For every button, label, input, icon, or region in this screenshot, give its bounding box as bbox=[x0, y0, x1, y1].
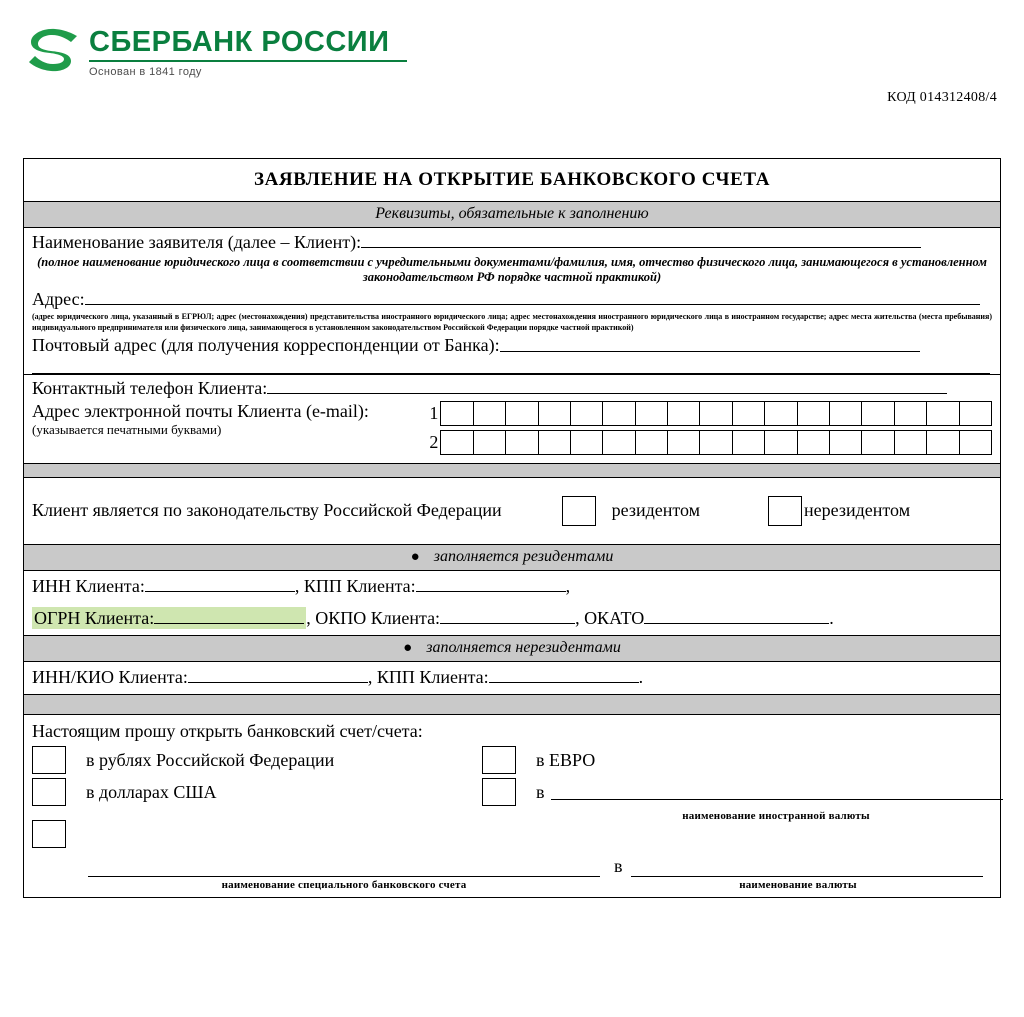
email-sub-label: (указывается печатными буквами) bbox=[32, 421, 222, 437]
ogrn-okpo-okato-row bbox=[24, 601, 1000, 636]
email-cell[interactable] bbox=[926, 430, 959, 455]
email-cell[interactable] bbox=[602, 430, 635, 455]
rub-label: в рублях Российской Федерации bbox=[86, 749, 335, 770]
email-cell[interactable] bbox=[894, 430, 927, 455]
currency-option-other[interactable] bbox=[482, 778, 1024, 806]
email-cell[interactable] bbox=[570, 430, 603, 455]
page-header bbox=[0, 0, 1024, 120]
open-accounts-label: Настоящим прошу открыть банковский счет/счета: bbox=[32, 721, 423, 742]
contacts-row bbox=[24, 375, 1000, 464]
okato-tail: . bbox=[829, 607, 834, 628]
resident-checkbox[interactable] bbox=[562, 496, 596, 526]
email-cell[interactable] bbox=[505, 430, 538, 455]
bullet-icon: ● bbox=[403, 639, 413, 656]
section-nonresident-header bbox=[24, 636, 1000, 662]
kpp-tail: , bbox=[565, 575, 571, 596]
address-note: (адрес юридического лица, указанный в ЕГРЮЛ; адрес (местонахождения) представительства иностранного юридического лица; адрес местонахождения иностранного юридического лица в иностранном государстве; адрес места жительства (места пребывания) индивидуального предпринимателя или физического лица, занимающегося в установленном законодательством Российской Федерации порядке частной практикой) bbox=[32, 312, 992, 333]
email-cell[interactable] bbox=[440, 430, 473, 455]
application-form bbox=[23, 158, 1001, 898]
section-resident-header bbox=[24, 545, 1000, 571]
email-cell[interactable] bbox=[926, 401, 959, 426]
email-row-2-cells[interactable] bbox=[440, 430, 992, 455]
email-cell[interactable] bbox=[602, 401, 635, 426]
resident-label: резидентом bbox=[611, 500, 701, 521]
kpp-input[interactable] bbox=[416, 574, 566, 592]
email-block bbox=[24, 399, 1000, 463]
email-cell[interactable] bbox=[861, 430, 894, 455]
spacer-band-2 bbox=[24, 695, 1000, 715]
postal-address-input-line2[interactable] bbox=[32, 359, 990, 374]
address-row bbox=[24, 289, 1000, 335]
sberbank-logo bbox=[27, 26, 407, 78]
logo-divider bbox=[89, 60, 407, 62]
email-cell[interactable] bbox=[473, 401, 506, 426]
okato-label: , ОКАТО bbox=[575, 607, 645, 628]
bank-tagline: Основан в 1841 году bbox=[89, 66, 202, 78]
other-currency-prefix: в bbox=[536, 781, 545, 802]
inn-kio-label: ИНН/КИО Клиента: bbox=[32, 667, 188, 688]
inn-kpp-row bbox=[24, 571, 1000, 601]
applicant-name-label: Наименование заявителя (далее – Клиент): bbox=[32, 232, 362, 253]
email-cell[interactable] bbox=[667, 430, 700, 455]
email-cell[interactable] bbox=[959, 401, 992, 426]
currency-options-right bbox=[482, 746, 1024, 822]
email-cell[interactable] bbox=[861, 401, 894, 426]
kpp-label: , КПП Клиента: bbox=[294, 575, 416, 596]
email-row-1-cells[interactable] bbox=[440, 401, 992, 426]
eur-checkbox[interactable] bbox=[482, 746, 516, 774]
phone-label: Контактный телефон Клиента: bbox=[32, 377, 268, 398]
email-label: Адрес электронной почты Клиента (e-mail): bbox=[32, 400, 369, 421]
email-row-2 bbox=[424, 430, 992, 455]
inn-kio-row bbox=[24, 662, 1000, 695]
usd-label: в долларах США bbox=[86, 781, 217, 802]
postal-address-row bbox=[24, 335, 1000, 374]
ogrn-highlight bbox=[32, 607, 306, 629]
email-cell[interactable] bbox=[538, 430, 571, 455]
applicant-name-row bbox=[24, 228, 1000, 289]
postal-address-label: Почтовый адрес (для получения корреспонденции от Банка): bbox=[32, 335, 500, 356]
other-currency-input[interactable] bbox=[551, 784, 1003, 800]
okato-input[interactable] bbox=[644, 606, 829, 624]
section-required-header: Реквизиты, обязательные к заполнению bbox=[24, 202, 1000, 228]
inn-input[interactable] bbox=[145, 574, 295, 592]
usd-checkbox[interactable] bbox=[32, 778, 66, 806]
email-cell[interactable] bbox=[699, 430, 732, 455]
section-resident-label: заполняется резидентами bbox=[433, 547, 614, 565]
address-label: Адрес: bbox=[32, 289, 85, 310]
special-account-row bbox=[24, 856, 1000, 897]
email-row-1 bbox=[424, 401, 992, 426]
document-code: КОД 014312408/4 bbox=[887, 90, 997, 105]
kpp2-tail: . bbox=[638, 667, 644, 688]
nonresident-label: нерезидентом bbox=[804, 500, 911, 521]
special-currency-prefix: в bbox=[614, 856, 623, 877]
email-cell[interactable] bbox=[732, 401, 765, 426]
special-account-input[interactable] bbox=[88, 861, 600, 877]
email-grids bbox=[424, 401, 992, 459]
open-accounts-section bbox=[24, 715, 1000, 897]
section-nonresident-label: заполняется нерезидентами bbox=[426, 638, 621, 656]
email-cell[interactable] bbox=[797, 430, 830, 455]
email-cell[interactable] bbox=[570, 401, 603, 426]
email-row-2-number: 2 bbox=[429, 431, 439, 452]
okpo-input[interactable] bbox=[440, 606, 575, 624]
currency-option-eur[interactable] bbox=[482, 746, 1024, 774]
applicant-name-input[interactable] bbox=[361, 232, 921, 248]
special-currency-caption: наименование валюты bbox=[739, 879, 857, 892]
postal-address-input[interactable] bbox=[500, 335, 920, 351]
kpp2-label: , КПП Клиента: bbox=[367, 667, 489, 688]
email-cell[interactable] bbox=[764, 401, 797, 426]
email-cell[interactable] bbox=[538, 401, 571, 426]
email-cell[interactable] bbox=[764, 430, 797, 455]
ogrn-input[interactable] bbox=[154, 606, 304, 624]
eur-label: в ЕВРО bbox=[536, 749, 596, 770]
email-cell[interactable] bbox=[829, 430, 862, 455]
inn-kio-input[interactable] bbox=[188, 665, 368, 683]
email-cell[interactable] bbox=[732, 430, 765, 455]
form-title: ЗАЯВЛЕНИЕ НА ОТКРЫТИЕ БАНКОВСКОГО СЧЕТА bbox=[24, 159, 1000, 202]
nonresident-checkbox[interactable] bbox=[768, 496, 802, 526]
email-cell[interactable] bbox=[797, 401, 830, 426]
inn-label: ИНН Клиента: bbox=[32, 575, 145, 596]
email-labels bbox=[32, 401, 424, 438]
residency-row bbox=[24, 478, 1000, 545]
special-account-caption: наименование специального банковского счета bbox=[221, 879, 467, 892]
phone-input[interactable] bbox=[267, 378, 947, 394]
email-cell[interactable] bbox=[959, 430, 992, 455]
currency-option-special[interactable] bbox=[32, 820, 992, 848]
sberbank-logo-text bbox=[89, 26, 407, 78]
other-currency-checkbox[interactable] bbox=[482, 778, 516, 806]
email-cell[interactable] bbox=[635, 401, 668, 426]
ogrn-label: ОГРН Клиента: bbox=[34, 607, 155, 628]
email-cell[interactable] bbox=[894, 401, 927, 426]
rub-checkbox[interactable] bbox=[32, 746, 66, 774]
bullet-icon: ● bbox=[410, 548, 420, 565]
email-cell[interactable] bbox=[699, 401, 732, 426]
spacer-band-1 bbox=[24, 464, 1000, 478]
email-cell[interactable] bbox=[505, 401, 538, 426]
email-cell[interactable] bbox=[667, 401, 700, 426]
email-cell[interactable] bbox=[829, 401, 862, 426]
currency-options bbox=[24, 746, 1000, 856]
okpo-label: , ОКПО Клиента: bbox=[306, 607, 441, 628]
other-currency-caption: наименование иностранной валюты bbox=[682, 810, 870, 823]
special-currency-input[interactable] bbox=[631, 861, 983, 877]
sberbank-logo-icon bbox=[27, 26, 79, 72]
email-cell[interactable] bbox=[473, 430, 506, 455]
residency-question: Клиент является по законодательству Российской Федерации bbox=[32, 500, 502, 521]
email-cell[interactable] bbox=[440, 401, 473, 426]
email-row-1-number: 1 bbox=[429, 402, 439, 423]
bank-name: СБЕРБАНК РОССИИ bbox=[89, 26, 390, 58]
applicant-name-note: (полное наименование юридического лица в соответствии с учредительными документами/фамилия, имя, отчество физического лица, занимающегося в установленном законодательством РФ порядке частной практикой) bbox=[37, 255, 987, 285]
special-account-checkbox[interactable] bbox=[32, 820, 66, 848]
email-cell[interactable] bbox=[635, 430, 668, 455]
kpp2-input[interactable] bbox=[489, 665, 639, 683]
address-input[interactable] bbox=[85, 289, 980, 305]
